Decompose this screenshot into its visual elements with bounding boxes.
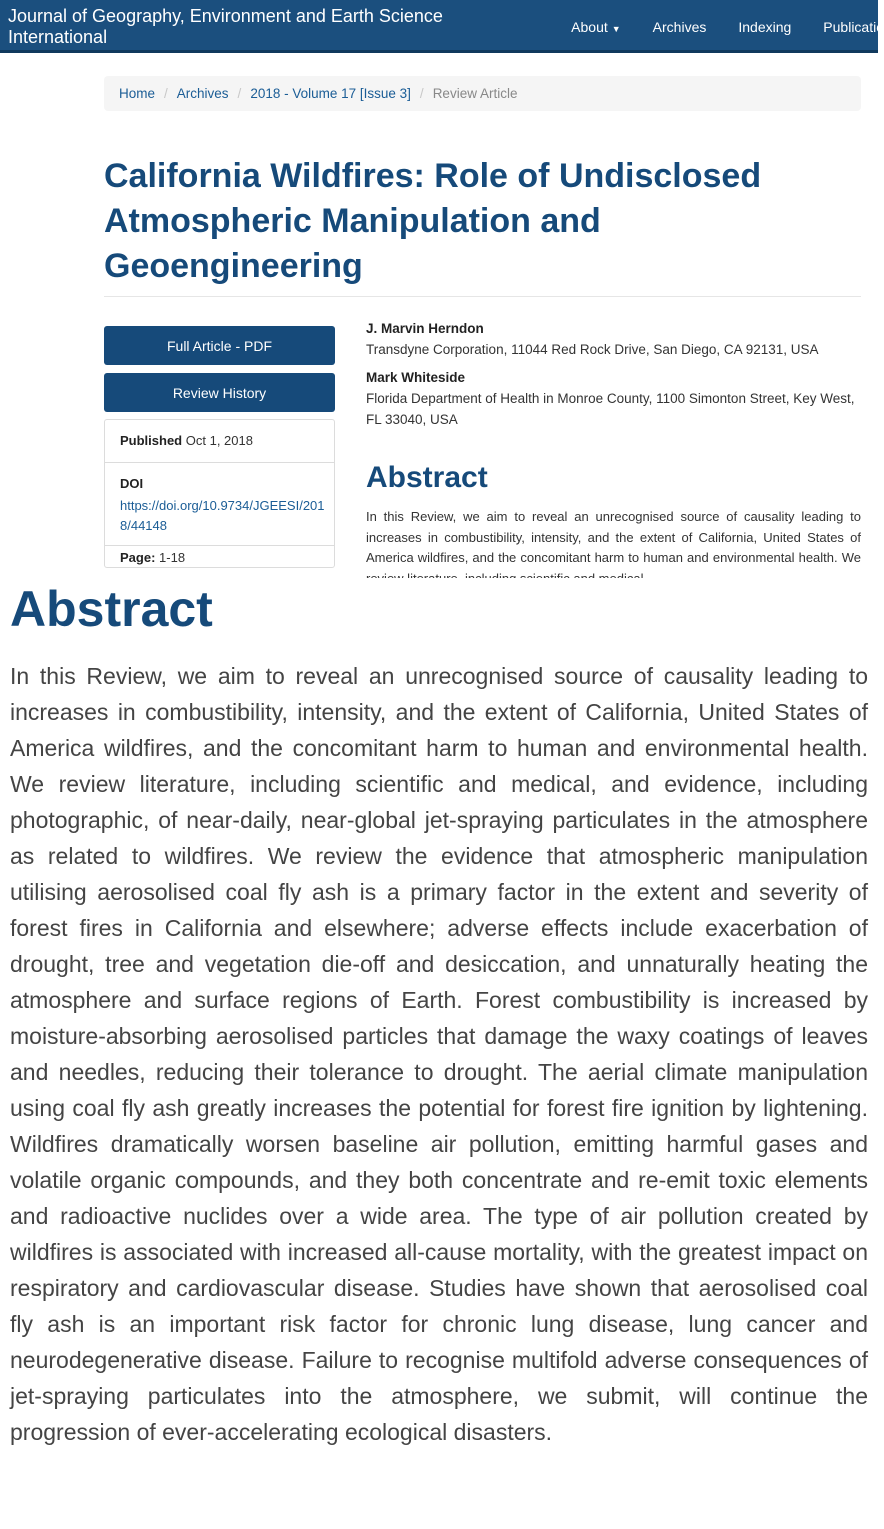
abstract-enlarged-text: In this Review, we aim to reveal an unrecognised source of causality leading to increases in combustibility, intensity, and the extent of California, United States of America wildfires, and the concomitant harm to human and environmental health. We review literature, including scientific and medical, and evidence, including photographic, of near-daily, near-global jet-spraying particulates in the atmosphere as related to wildfires. We review the evidence that atmospheric manipulation utilising aerosolised coal fly ash is a primary factor in the extent and severity of forest fires in California and elsewhere; adverse effects include exacerbation of drought, tree and vegetation die-off and desiccation, and unnaturally heating the atmosphere and surface regions of Earth. Forest combustibility is increased by moisture-absorbing aerosolised particles that damage the waxy coatings of leaves and needles, reducing their tolerance to drought. The aerial climate manipulation using coal fly ash greatly increases the potential for forest fire ignition by lightening. Wildfires dramatically worsen baseline air pollution, emitting harmful gases and volatile organic compounds, and they both concentrate and re-emit toxic elements and radioactive nuclides over a wide area. The type of air pollution created by wildfires is associated with increased all-cause mortality, with the greatest impact on respiratory and cardiovascular disease. Studies have shown that aerosolised coal fly ash is an important risk factor for chronic lung disease, lung cancer and neurodegenerative disease. Failure to recognise multifold adverse consequences of jet-spraying particulates into the atmosphere, we submit, will continue the progression of ever-accelerating ecological disasters. <box>10 663 868 1445</box>
page-label: Page: <box>120 550 156 565</box>
breadcrumb-separator: / <box>237 86 242 101</box>
info-divider <box>105 462 334 463</box>
breadcrumb-separator: / <box>164 86 168 101</box>
review-history-button[interactable]: Review History <box>104 373 335 412</box>
author-affiliation: Florida Department of Health in Monroe County, 1100 Simonton Street, Key West, FL 33040, USA <box>366 391 855 427</box>
article-info-box <box>104 419 335 568</box>
nav-about-label: About <box>571 18 608 35</box>
caret-down-icon: ▼ <box>611 23 621 34</box>
author-affiliation: Transdyne Corporation, 11044 Red Rock Drive, San Diego, CA 92131, USA <box>366 342 819 357</box>
abstract-enlarged <box>0 578 878 1529</box>
nav-about[interactable] <box>571 19 621 35</box>
breadcrumb-separator: / <box>419 86 424 101</box>
title-divider <box>104 296 861 297</box>
article-title: California Wildfires: Role of Undisclosed Atmospheric Manipulation and Geoengineering <box>104 157 762 285</box>
page-range: 1-18 <box>159 550 186 565</box>
page-info <box>120 550 185 565</box>
nav-archives[interactable]: Archives <box>652 18 707 35</box>
abstract-heading: Abstract <box>366 461 488 494</box>
info-divider <box>105 545 334 546</box>
breadcrumb-current: Review Article <box>432 86 518 101</box>
author-name: Mark Whiteside <box>366 370 466 385</box>
navbar <box>0 0 884 53</box>
doi-link[interactable]: https://doi.org/10.9734/JGEESI/2018/44148 <box>120 498 325 533</box>
breadcrumb-issue[interactable]: 2018 - Volume 17 [Issue 3] <box>250 86 411 101</box>
journal-title[interactable]: Journal of Geography, Environment and Earth Science International <box>8 6 443 47</box>
abstract-enlarged-heading: Abstract <box>10 581 213 637</box>
abstract-preview-text: In this Review, we aim to reveal an unrecognised source of causality leading to increases in combustibility, intensity, and the extent of California, United States of America wildfires, and the concomitant harm to human and environmental health. We <box>366 509 861 565</box>
breadcrumb-home[interactable]: Home <box>119 86 156 101</box>
nav-publication[interactable]: Publicatio <box>823 18 884 35</box>
nav-menu <box>539 0 884 53</box>
published-info <box>120 433 253 448</box>
breadcrumb <box>104 76 861 111</box>
full-article-pdf-button[interactable]: Full Article - PDF <box>104 326 335 365</box>
nav-indexing[interactable]: Indexing <box>738 18 792 35</box>
published-date: Oct 1, 2018 <box>185 433 253 448</box>
breadcrumb-archives[interactable]: Archives <box>176 86 229 101</box>
published-label: Published <box>120 433 183 448</box>
doi-label: DOI <box>120 476 144 491</box>
author-name: J. Marvin Herndon <box>366 321 484 336</box>
